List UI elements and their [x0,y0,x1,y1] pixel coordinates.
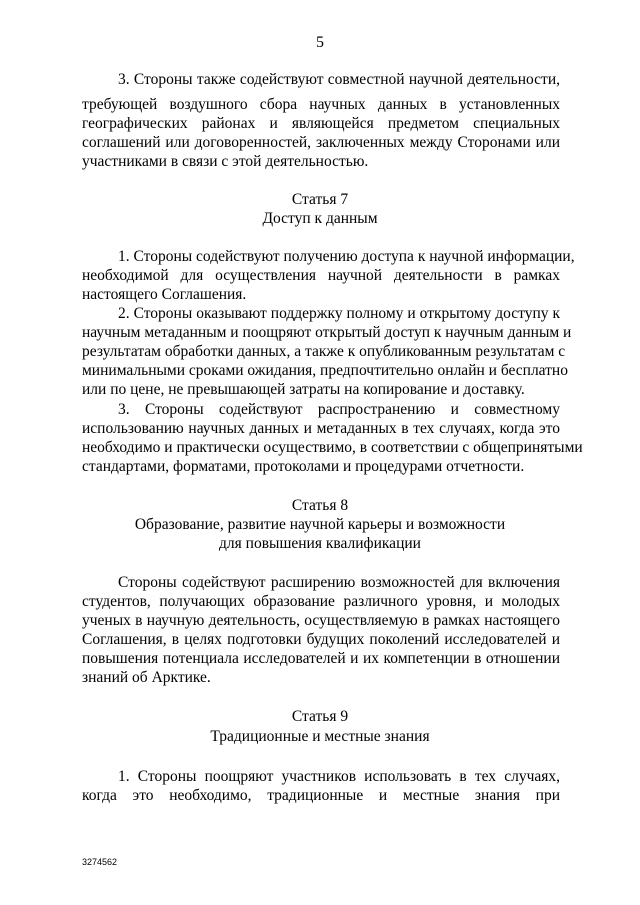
paragraph-line: когда это необходимо, традиционные и местные знания при [82,787,560,804]
article-title: Доступ к данным [262,210,378,227]
paragraph-line: 3. Стороны содействуют распространению и совместному [118,401,560,418]
paragraph-line: участниками в связи с этой деятельностью. [82,153,369,170]
paragraph-line: требующей воздушного сбора научных данных в установленных [82,96,560,113]
paragraph-line: результатам обработки данных, а также к опубликованным результатам с [82,343,566,360]
paragraph-line: ученых в научную деятельность, осуществляемую в рамках настоящего [82,612,560,629]
document-code: 3274562 [82,857,118,867]
paragraph-line: Стороны содействуют расширению возможностей для включения [118,574,560,591]
article-title: Традиционные и местные знания [210,728,430,745]
paragraph-line: необходимо и практически осуществимо, в соответствии с общепринятыми [82,439,583,456]
paragraph-line: настоящего Соглашения. [82,286,247,303]
paragraph-line: использованию научных данных и метаданных в тех случаях, когда это [82,420,560,437]
paragraph-line: стандартами, форматами, протоколами и процедурами отчетности. [82,458,525,475]
paragraph-line: 3. Стороны также содействуют совместной научной деятельности, [118,71,560,88]
article-heading: Статья 9 [291,708,349,725]
paragraph-line: необходимой для осуществления научной деятельности в рамках [82,267,560,284]
article-title: Образование, развитие научной карьеры и возможности [134,516,506,533]
paragraph-line: 1. Стороны поощряют участников использовать в тех случаях, [118,768,560,785]
paragraph-line: студентов, получающих образование различного уровня, и молодых [82,593,560,610]
article-title: для повышения квалификации [219,535,421,552]
article-heading: Статья 7 [291,191,349,208]
article-heading: Статья 8 [291,497,349,514]
page-number: 5 [316,34,324,51]
paragraph-line: соглашений или договоренностей, заключенных между Сторонами или [82,134,560,151]
paragraph-line: или по цене, не превышающей затраты на копирование и доставку. [82,381,525,398]
paragraph-line: знаний об Арктике. [82,669,211,686]
paragraph-line: географических районах и являющейся предметом специальных [82,115,560,132]
paragraph-line: минимальными сроками ожидания, предпочтительно онлайн и бесплатно [82,362,568,379]
paragraph-line: повышения потенциала исследователей и их компетенции в отношении [82,650,560,667]
paragraph-line: 2. Стороны оказывают поддержку полному и открытому доступу к [118,305,560,322]
paragraph-line: научным метаданным и поощряют открытый доступ к научным данным и [82,324,572,341]
paragraph-line: Соглашения, в целях подготовки будущих поколений исследователей и [82,631,560,648]
paragraph-line: 1. Стороны содействуют получению доступа к научной информации, [118,248,575,265]
